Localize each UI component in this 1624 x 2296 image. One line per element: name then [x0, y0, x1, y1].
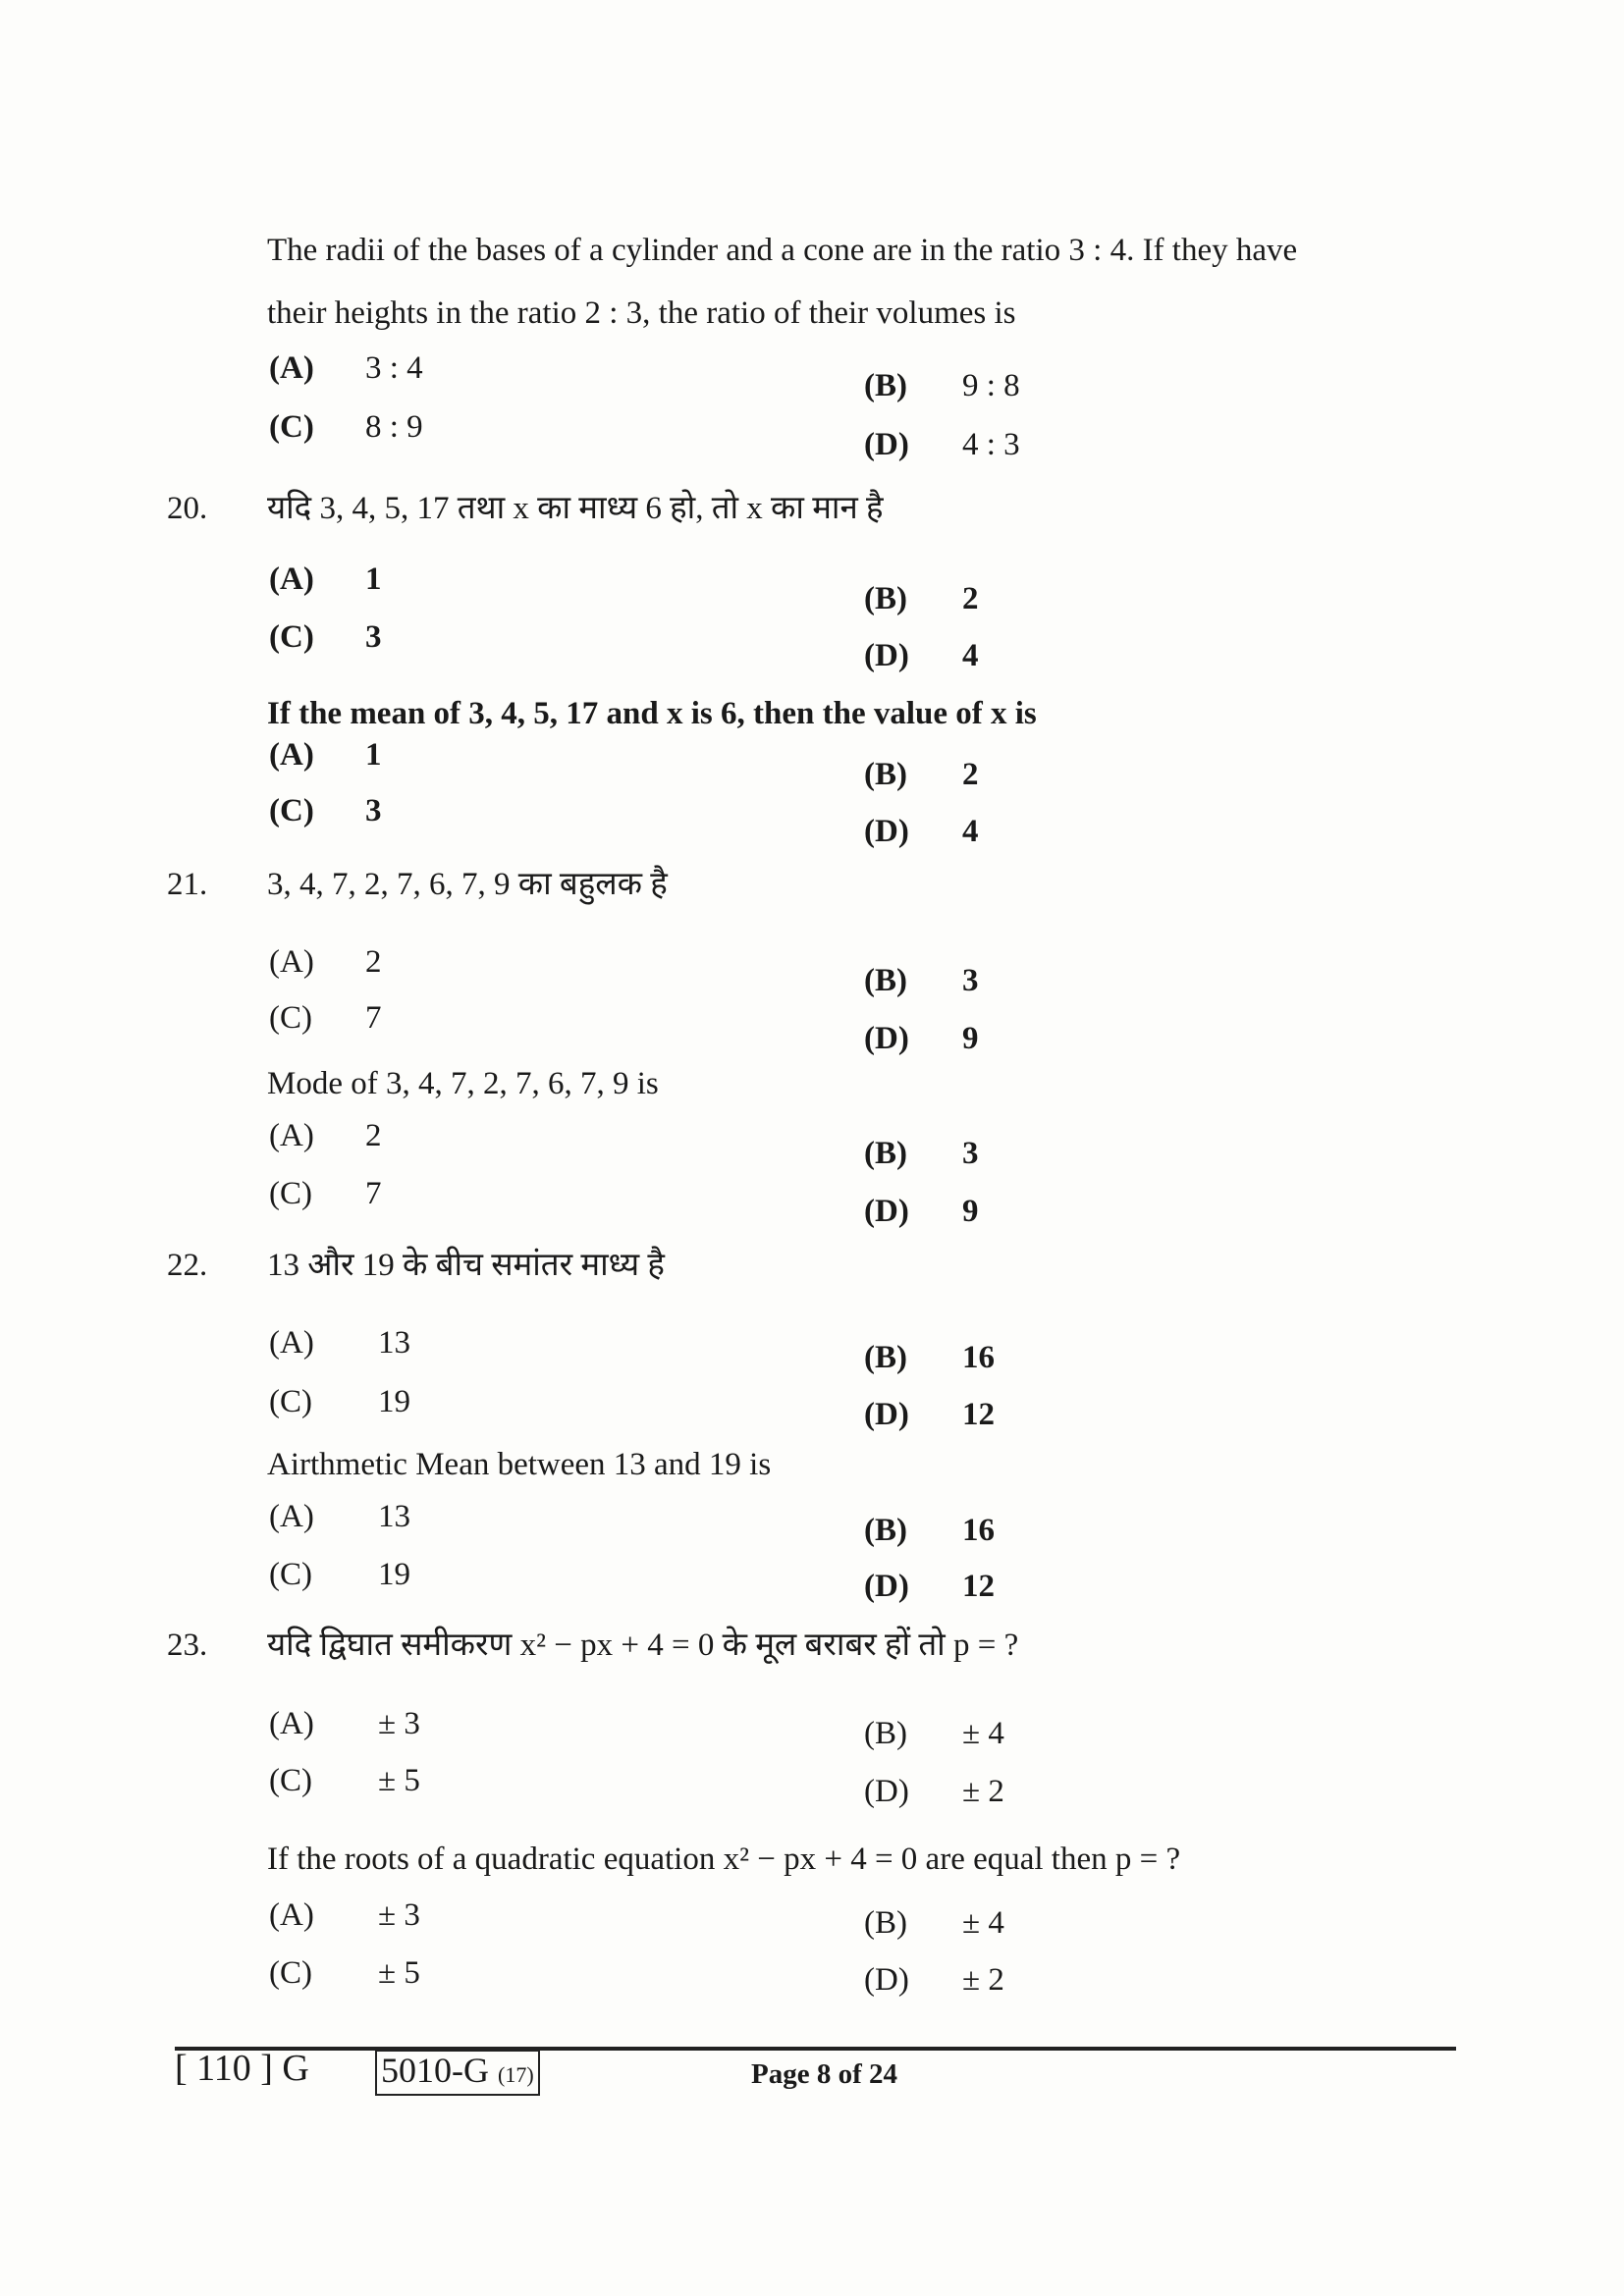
option-a-value: ± 3 — [378, 1897, 420, 1933]
question-number: 22. — [167, 1248, 208, 1283]
option-c-value: 19 — [378, 1384, 410, 1419]
option-d-label: (D) — [864, 814, 909, 849]
option-b-value: ± 4 — [962, 1905, 1004, 1941]
option-c-label: (C) — [269, 793, 314, 828]
question-23-english-text: If the roots of a quadratic equation x² − px + 4 = 0 are equal then p = ? — [267, 1842, 1181, 1877]
option-a-label: (A) — [269, 1118, 314, 1153]
option-d-label: (D) — [864, 1021, 909, 1056]
option-b-value: 3 — [962, 963, 979, 998]
footer-code: 5010-G — [381, 2051, 489, 2090]
option-a-label: (A) — [269, 944, 314, 980]
option-c-value: 7 — [365, 1000, 382, 1036]
question-21-english-text: Mode of 3, 4, 7, 2, 7, 6, 7, 9 is — [267, 1066, 659, 1101]
option-b-value: 2 — [962, 581, 979, 616]
footer-divider — [175, 2047, 1456, 2051]
option-b-label: (B) — [864, 581, 907, 616]
option-c-label: (C) — [269, 1000, 312, 1036]
option-c-label: (C) — [269, 1763, 312, 1798]
option-c-value: ± 5 — [378, 1763, 420, 1798]
option-a-label: (A) — [269, 737, 314, 773]
footer-code-box — [375, 2050, 540, 2096]
option-a-value: ± 3 — [378, 1706, 420, 1741]
option-b-value: 2 — [962, 757, 979, 792]
question-number: 23. — [167, 1628, 208, 1663]
option-d-value: 12 — [962, 1569, 995, 1604]
option-d-label: (D) — [864, 638, 909, 673]
option-c-value: 3 — [365, 619, 382, 655]
option-b-label: (B) — [864, 963, 907, 998]
option-d-value: 9 — [962, 1021, 979, 1056]
question-19-text-line1: The radii of the bases of a cylinder and a cone are in the ratio 3 : 4. If they have — [267, 233, 1298, 268]
question-number: 20. — [167, 491, 208, 526]
option-d-label: (D) — [864, 1774, 909, 1809]
option-b-value: 16 — [962, 1513, 995, 1548]
option-c-value: 19 — [378, 1557, 410, 1592]
option-a-value: 3 : 4 — [365, 350, 423, 386]
option-d-value: 4 — [962, 814, 979, 849]
option-a-value: 2 — [365, 1118, 382, 1153]
question-19-text-line2: their heights in the ratio 2 : 3, the ratio of their volumes is — [267, 295, 1016, 331]
option-a-value: 1 — [365, 737, 382, 773]
option-d-value: 4 — [962, 638, 979, 673]
option-c-value: 3 — [365, 793, 382, 828]
option-a-label: (A) — [269, 1897, 314, 1933]
option-c-label: (C) — [269, 409, 314, 445]
option-d-label: (D) — [864, 1397, 909, 1432]
option-d-value: ± 2 — [962, 1774, 1004, 1809]
option-d-value: 12 — [962, 1397, 995, 1432]
page-number: Page 8 of 24 — [751, 2058, 897, 2090]
option-b-value: 9 : 8 — [962, 368, 1020, 403]
option-d-value: ± 2 — [962, 1962, 1004, 1998]
option-a-label: (A) — [269, 1325, 314, 1361]
option-a-value: 2 — [365, 944, 382, 980]
option-b-label: (B) — [864, 1136, 907, 1171]
option-c-label: (C) — [269, 1176, 312, 1211]
option-c-value: ± 5 — [378, 1955, 420, 1991]
option-c-value: 8 : 9 — [365, 409, 423, 445]
option-b-label: (B) — [864, 1513, 907, 1548]
option-b-value: ± 4 — [962, 1716, 1004, 1751]
option-a-label: (A) — [269, 1706, 314, 1741]
option-b-label: (B) — [864, 1340, 907, 1375]
option-b-label: (B) — [864, 757, 907, 792]
footer-code-suffix: (17) — [498, 2062, 534, 2087]
option-d-value: 4 : 3 — [962, 427, 1020, 462]
option-b-value: 16 — [962, 1340, 995, 1375]
question-23-hindi-text: यदि द्विघात समीकरण x² − px + 4 = 0 के मूल बराबर हों तो p = ? — [267, 1628, 1019, 1663]
option-b-label: (B) — [864, 368, 907, 403]
option-d-value: 9 — [962, 1194, 979, 1229]
option-a-label: (A) — [269, 1499, 314, 1534]
option-c-label: (C) — [269, 1955, 312, 1991]
option-d-label: (D) — [864, 427, 909, 462]
question-22-hindi-text: 13 और 19 के बीच समांतर माध्य है — [267, 1248, 665, 1283]
question-number: 21. — [167, 867, 208, 902]
question-22-english-text: Airthmetic Mean between 13 and 19 is — [267, 1447, 772, 1482]
option-b-label: (B) — [864, 1905, 907, 1941]
option-c-label: (C) — [269, 1557, 312, 1592]
option-b-label: (B) — [864, 1716, 907, 1751]
option-a-value: 13 — [378, 1499, 410, 1534]
footer-paper-id: [ 110 ] G — [175, 2048, 309, 2089]
option-a-value: 13 — [378, 1325, 410, 1361]
option-a-label: (A) — [269, 561, 314, 597]
question-20-hindi-text: यदि 3, 4, 5, 17 तथा x का माध्य 6 हो, तो x का मान है — [267, 491, 884, 526]
option-c-label: (C) — [269, 1384, 312, 1419]
option-c-label: (C) — [269, 619, 314, 655]
option-b-value: 3 — [962, 1136, 979, 1171]
question-20-english-text: If the mean of 3, 4, 5, 17 and x is 6, then the value of x is — [267, 696, 1037, 731]
option-d-label: (D) — [864, 1194, 909, 1229]
option-c-value: 7 — [365, 1176, 382, 1211]
option-a-label: (A) — [269, 350, 314, 386]
option-a-value: 1 — [365, 561, 382, 597]
option-d-label: (D) — [864, 1569, 909, 1604]
question-21-hindi-text: 3, 4, 7, 2, 7, 6, 7, 9 का बहुलक है — [267, 867, 668, 902]
option-d-label: (D) — [864, 1962, 909, 1998]
